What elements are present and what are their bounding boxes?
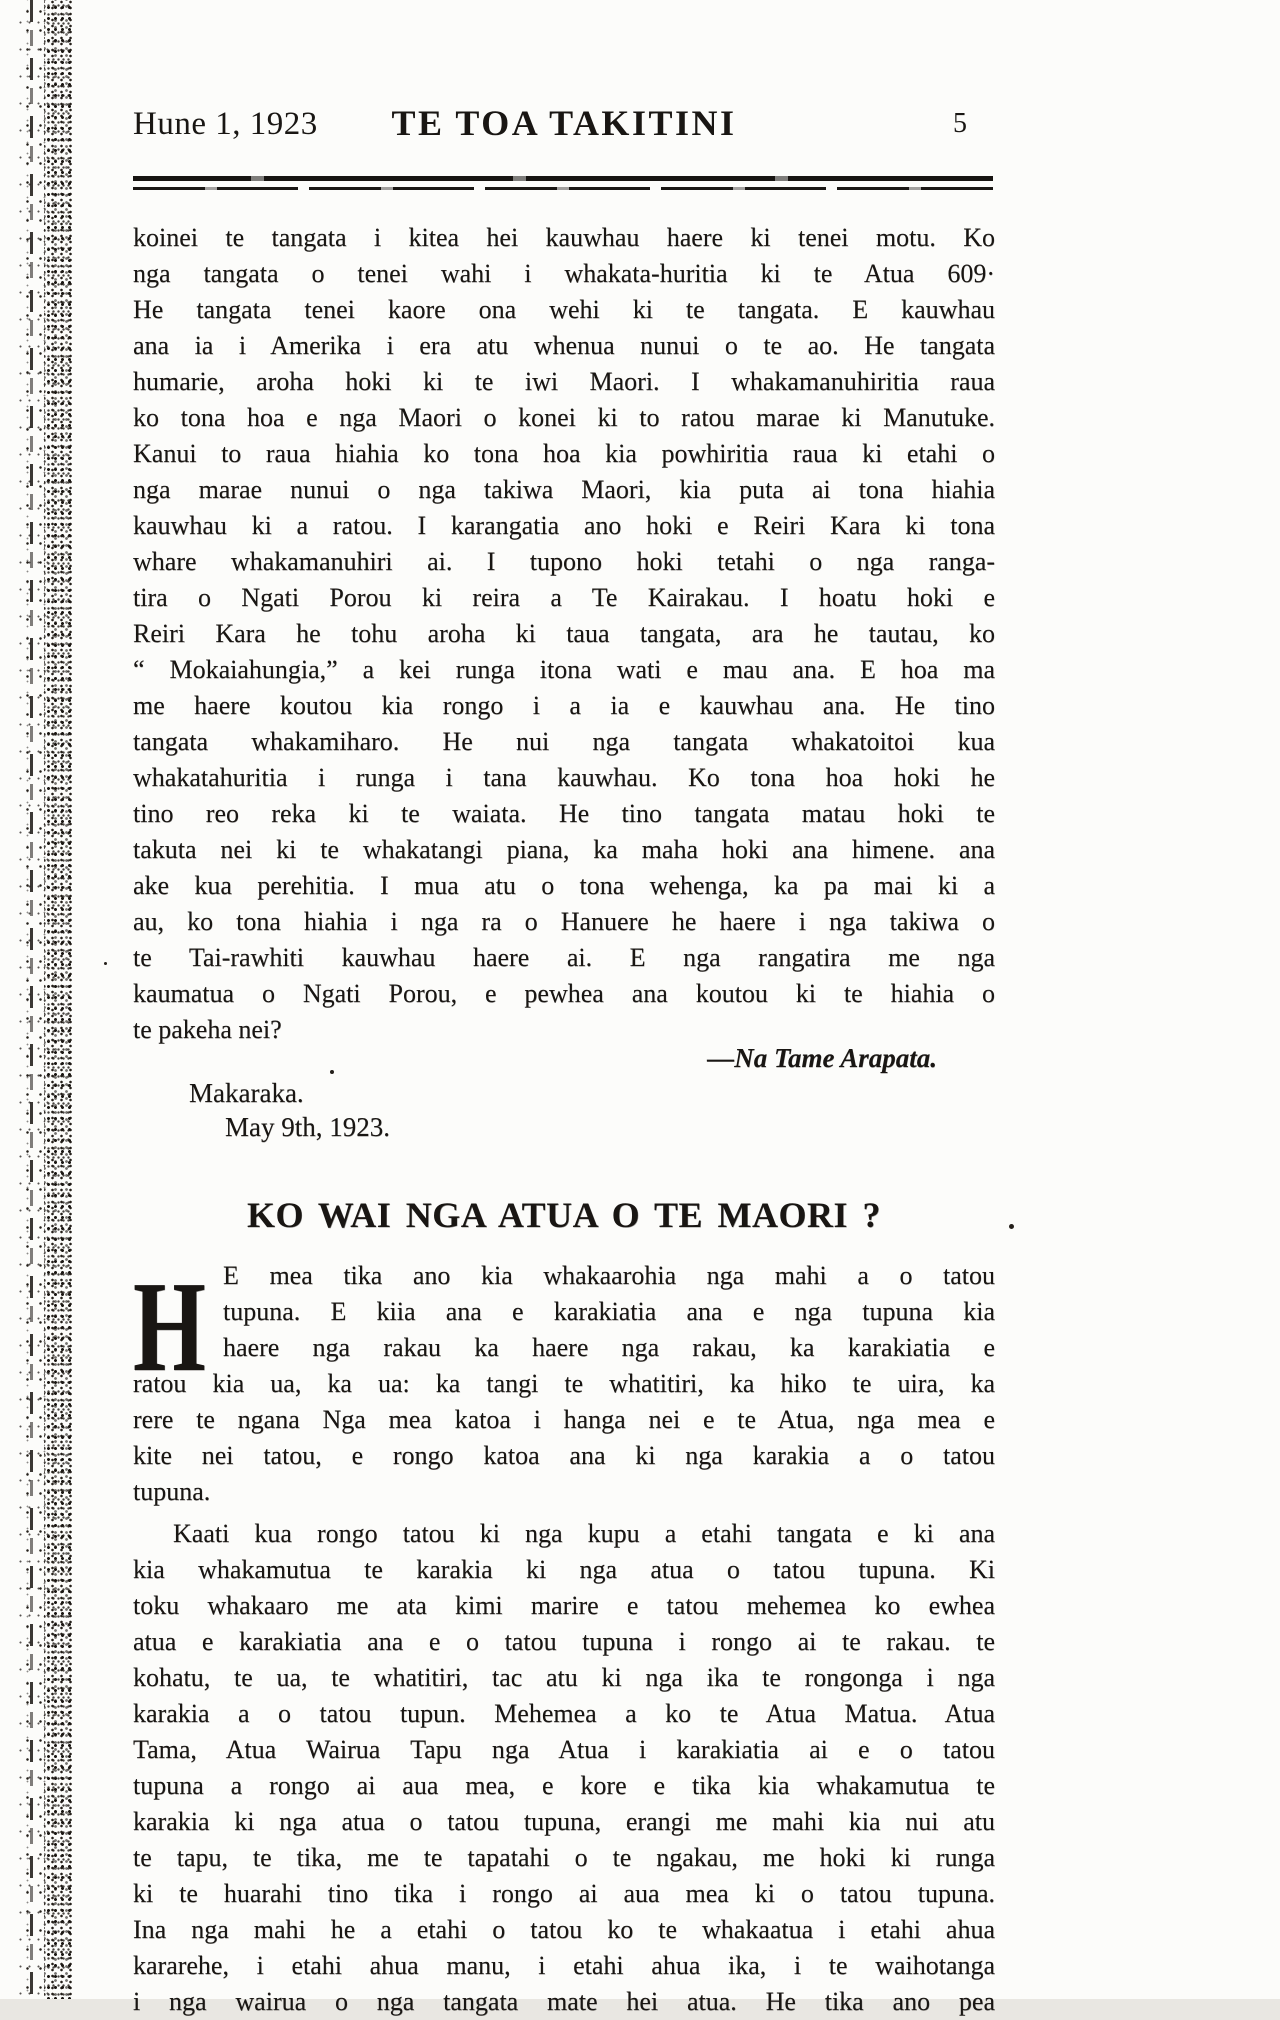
- text-line: Kanui to raua hiahia ko tona hoa kia powhiritia raua ki etahi o: [133, 439, 995, 468]
- text-column: [133, 220, 995, 2020]
- text-line: rere te ngana Nga mea katoa i hanga nei e te Atua, nga mea e: [133, 1405, 995, 1434]
- text-line: te pakeha nei?: [133, 1015, 282, 1044]
- text-line: “ Mokaiahungia,” a kei runga itona wati e mau ana. E hoa ma: [133, 655, 995, 684]
- text-line: whakatahuritia i runga i tana kauwhau. Ko tona hoa hoki he: [133, 763, 995, 792]
- text-line: karakia ki nga atua o tatou tupuna, erangi me mahi kia nui atu: [133, 1807, 995, 1836]
- article1-body: [133, 220, 995, 1048]
- text-line: humarie, aroha hoki ki te iwi Maori. I whakamanuhiritia raua: [133, 367, 995, 396]
- article2-paragraph1-lines: [133, 1254, 995, 1510]
- text-line: te tapu, te tika, me te tapatahi o te ngakau, me hoki ki runga: [133, 1843, 995, 1872]
- drop-cap: H: [133, 1254, 206, 1399]
- text-line: tupuna. E kiia ana e karakiatia ana e nga tupuna kia: [223, 1297, 995, 1326]
- text-line: kia whakamutua te karakia ki nga atua o tatou tupuna. Ki: [133, 1555, 995, 1584]
- text-line: kohatu, te ua, te whatitiri, tac atu ki nga ika te rongonga i nga: [133, 1663, 995, 1692]
- text-line: ratou kia ua, ka ua: ka tangi te whatitiri, ka hiko te uira, ka: [133, 1369, 995, 1398]
- article2-paragraph2: [133, 1516, 995, 2020]
- text-line: ko tona hoa e nga Maori o konei ki to ratou marae ki Manutuke.: [133, 403, 995, 432]
- text-line: He tangata tenei kaore ona wehi ki te tangata. E kauwhau: [133, 295, 995, 324]
- text-line: whare whakamanuhiri ai. I tupono hoki tetahi o nga ranga-: [133, 547, 995, 576]
- text-line: Reiri Kara he tohu aroha ki taua tangata, ara he tautau, ko: [133, 619, 995, 648]
- article1-signature: —Na Tame Arapata.: [707, 1043, 937, 1073]
- text-line: Tama, Atua Wairua Tapu nga Atua i karakiatia ai e o tatou: [133, 1735, 995, 1764]
- text-line: me haere koutou kia rongo i a ia e kauwhau ana. He tino: [133, 691, 995, 720]
- text-line: Ina nga mahi he a etahi o tatou ko te whakaatua i etahi ahua: [133, 1915, 995, 1944]
- text-line: tupuna.: [133, 1477, 211, 1506]
- text-line: atua e karakiatia ana e o tatou tupuna i rongo ai te rakau. te: [133, 1627, 995, 1656]
- text-line: tino reo reka ki te waiata. He tino tangata matau hoki te: [133, 799, 995, 828]
- text-line: haere nga rakau ka haere nga rakau, ka karakiatia e: [223, 1333, 995, 1362]
- text-line: tira o Ngati Porou ki reira a Te Kairakau. I hoatu hoki e: [133, 583, 995, 612]
- masthead-title: TE TOA TAKITINI: [391, 103, 737, 143]
- scan-gutter-noise-dense: [44, 0, 72, 1999]
- ink-speck: [1009, 1224, 1014, 1229]
- text-line: ana ia i Amerika i era atu whenua nunui o te ao. He tangata: [133, 331, 995, 360]
- header-rule-thick: [133, 176, 993, 181]
- text-line: karakia a o tatou tupun. Mehemea a ko te Atua Matua. Atua: [133, 1699, 995, 1728]
- text-line: nga tangata o tenei wahi i whakata-huritia ki te Atua 609·: [133, 259, 995, 288]
- page-number: 5: [953, 108, 967, 139]
- text-line: toku whakaaro me ata kimi marire e tatou mehemea ko ewhea: [133, 1591, 995, 1620]
- article2-heading: KO WAI NGA ATUA O TE MAORI ?: [246, 1195, 882, 1235]
- text-line: kite nei tatou, e rongo katoa ana ki nga karakia a o tatou: [133, 1441, 995, 1470]
- article2-paragraph1: [133, 1254, 995, 1510]
- scan-gutter-line: [30, 0, 33, 1999]
- article1-place: Makaraka.: [189, 1078, 304, 1108]
- text-line: ake kua perehitia. I mua atu o tona wehenga, ka pa mai ki a: [133, 871, 995, 900]
- text-line: tupuna a rongo ai aua mea, e kore e tika kia whakamutua te: [133, 1771, 995, 1800]
- text-line: i nga wairua o nga tangata mate hei atua. He tika ano pea: [133, 1987, 995, 2016]
- text-line: nga marae nunui o nga takiwa Maori, kia puta ai tona hiahia: [133, 475, 995, 504]
- page-header: [133, 98, 995, 152]
- ink-speck: [104, 962, 107, 965]
- article1-dateline: May 9th, 1923.: [225, 1112, 390, 1142]
- text-line: te Tai-rawhiti kauwhau haere ai. E nga rangatira me nga: [133, 943, 995, 972]
- text-line: kaumatua o Ngati Porou, e pewhea ana koutou ki te hiahia o: [133, 979, 995, 1008]
- text-line: ki te huarahi tino tika i rongo ai aua mea ki o tatou tupuna.: [133, 1879, 995, 1908]
- text-line: E mea tika ano kia whakaarohia nga mahi a o tatou: [223, 1261, 995, 1290]
- header-rule-thin: [133, 187, 993, 190]
- text-line: kararehe, i etahi ahua manu, i etahi ahua ika, i te waihotanga: [133, 1951, 995, 1980]
- text-line: takuta nei ki te whakatangi piana, ka maha hoki ana himene. ana: [133, 835, 995, 864]
- text-line: kauwhau ki a ratou. I karangatia ano hoki e Reiri Kara ki tona: [133, 511, 995, 540]
- text-line: koinei te tangata i kitea hei kauwhau haere ki tenei motu. Ko: [133, 223, 995, 252]
- text-line: au, ko tona hiahia i nga ra o Hanuere he haere i nga takiwa o: [133, 907, 995, 936]
- text-line: tangata whakamiharo. He nui nga tangata whakatoitoi kua: [133, 727, 995, 756]
- text-line: Kaati kua rongo tatou ki nga kupu a etahi tangata e ki ana: [173, 1519, 995, 1548]
- issue-date: Hune 1, 1923: [133, 106, 318, 142]
